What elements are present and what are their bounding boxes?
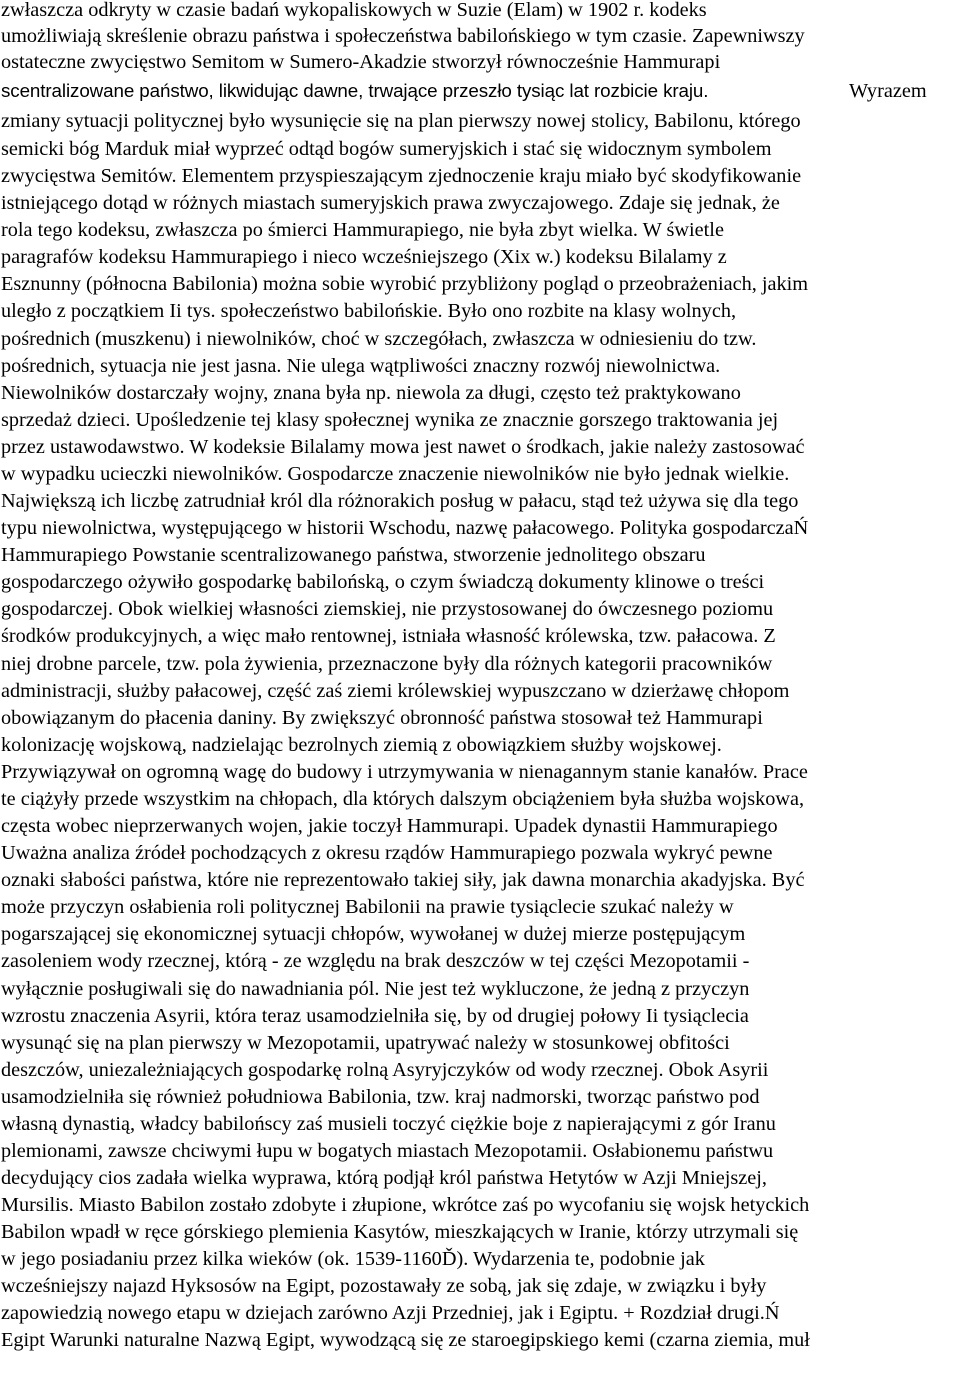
text-line-30: te ciążyły przede wszystkim na chłopach, dla których dalszym obciążeniem była służba wojskowa, [1,788,805,810]
text-line-9: rola tego kodeksu, zwłaszcza po śmierci Hammurapiego, nie była zbyt wielka. W świetle [1,219,724,241]
text-line-6: semicki bóg Marduk miał wyprzeć odtąd bogów sumeryjskich i stać się widocznym symbolem [1,138,772,160]
text-line-40: deszczów, uniezależniających gospodarkę rolną Asyryjczyków od wody rzecznej. Obok Asyrii [1,1059,769,1081]
text-line-43: plemionami, zawsze chciwymi łupu w bogatych miastach Mezopotamii. Osłabionemu państwu [1,1140,774,1162]
text-line-15: Niewolników dostarczały wojny, znana była np. niewola za długi, często też praktykowano [1,382,741,404]
text-line-48: wcześniejszy najazd Hyksosów na Egipt, pozostawały ze sobą, jak się zdaje, w związku i były [1,1275,767,1297]
text-line-2: umożliwiają skreślenie obrazu państwa i społeczeństwa babilońskiego w tym czasie. Zapewniwszy [1,25,805,47]
text-line-23: gospodarczej. Obok wielkiej własności ziemskiej, nie przystosowanej do ówczesnego poziomu [1,598,774,620]
text-line-4: scentralizowane państwo, likwidując dawne, trwające przeszło tysiąc lat rozbicie kraju. [1,80,709,101]
text-line-10: paragrafów kodeksu Hammurapiego i nieco wcześniejszego (Xix w.) kodeksu Bilalamy z [1,246,727,268]
text-line-19: Największą ich liczbę zatrudniał król dla różnorakich posług w pałacu, stąd też używa się dla tego [1,490,799,512]
text-line-44: decydujący cios zadała wielka wyprawa, którą podjął król państwa Hetytów w Azji Mniejszej, [1,1167,767,1189]
text-line-36: zasoleniem wody rzecznej, którą - ze względu na brak deszczów w tej części Mezopotamii - [1,950,750,972]
text-line-20: typu niewolnictwa, występującego w historii Wschodu, nazwę pałacowego. Polityka gospodarczaŃ [1,517,809,539]
text-line-1: zwłaszcza odkryty w czasie badań wykopaliskowych w Suzie (Elam) w 1902 r. kodeks [1,0,707,21]
text-line-5: zmiany sytuacji politycznej było wysunięcie się na plan pierwszy nowej stolicy, Babilonu, którego [1,110,801,132]
text-line-42: własną dynastią, władcy babilońscy zaś musieli toczyć ciężkie boje z napierającymi z gór Iranu [1,1113,776,1135]
text-line-21: Hammurapiego Powstanie scentralizowanego państwa, stworzenie jednolitego obszaru [1,544,706,566]
text-line-38: wzrostu znaczenia Asyrii, która teraz usamodzielniła się, by od drugiej połowy Ii tysiąclecia [1,1005,749,1027]
text-line-7: zwycięstwa Semitów. Elementem przyspieszającym zjednoczenie kraju miało być skodyfikowanie [1,165,802,187]
text-line-41: usamodzielniła się również południowa Babilonia, tzw. kraj nadmorski, tworząc państwo pod [1,1086,760,1108]
text-line-14: pośrednich, sytuacja nie jest jasna. Nie ulega wątpliwości znaczny rozwój niewolnictwa. [1,355,721,377]
text-line-26: administracji, służby pałacowej, część zaś ziemi królewskiej wypuszczano w dzierżawę chłopom [1,680,790,702]
text-line-39: wysunąć się na plan pierwszy w Mezopotamii, upatrywać należy w stosunkowej obfitości [1,1032,730,1054]
text-line-50: Egipt Warunki naturalne Nazwą Egipt, wywodzącą się ze staroegipskiego kemi (czarna ziemia, muł [1,1329,810,1351]
text-line-32: Uważna analiza źródeł pochodzących z okresu rządów Hammurapiego pozwala wykryć pewne [1,842,773,864]
text-line-47: w jego posiadaniu przez kilka wieków (ok. 1539-1160Ď). Wydarzenia te, podobnie jak [1,1248,705,1270]
text-line-29: Przywiązywał on ogromną wagę do budowy i utrzymywania w nienagannym stanie kanałów. Prace [1,761,808,783]
text-line-27: obowiązanym do płacenia daniny. By zwiększyć obronność państwa stosował też Hammurapi [1,707,763,729]
text-line-17: przez ustawodawstwo. W kodeksie Bilalamy mowa jest nawet o środkach, jakie należy zastosować [1,436,805,458]
text-line-49: zapowiedzią nowego etapu w dziejach zarówno Azji Przedniej, jak i Egiptu. + Rozdział drugi.Ń [1,1302,780,1324]
text-line-34: może przyczyn osłabienia roli politycznej Babilonii na prawie tysiąclecie szukać należy w [1,896,734,918]
text-line-33: oznaki słabości państwa, które nie reprezentowało takiej siły, jak dawna monarchia akadyjska. Być [1,869,805,891]
text-line-12: uległo z początkiem Ii tys. społeczeństwo babilońskie. Było ono rozbite na klasy wolnych, [1,300,737,322]
text-line-4-end: Wyrazem [849,80,927,102]
text-line-8: istniejącego dotąd w różnych miastach sumeryjskich prawa zwyczajowego. Zdaje się jednak, że [1,192,780,214]
text-line-35: pogarszającej się ekonomicznej sytuacji chłopów, wywołanej w dużej mierze postępującym [1,923,746,945]
text-line-11: Esznunny (północna Babilonia) można sobie wyrobić przybliżony pogląd o przeobrażeniach, jakim [1,273,809,295]
text-line-28: kolonizację wojskową, nadzielając bezrolnych ziemią z obowiązkiem służby wojskowej. [1,734,722,756]
text-line-18: w wypadku ucieczki niewolników. Gospodarcze znaczenie niewolników nie było jednak wielkie. [1,463,790,485]
text-line-25: niej drobne parcele, tzw. pola żywienia, przeznaczone były dla różnych kategorii pracowników [1,653,773,675]
text-line-45: Mursilis. Miasto Babilon zostało zdobyte i złupione, wkrótce zaś po wycofaniu się wojsk hetyckich [1,1194,810,1216]
text-line-37: wyłącznie posługiwali się do nawadniania pól. Nie jest też wykluczone, że jedną z przyczyn [1,978,750,1000]
text-line-22: gospodarczego ożywiło gospodarkę babilońską, o czym świadczą dokumenty klinowe o treści [1,571,765,593]
text-line-31: częsta wobec nieprzerwanych wojen, jakie toczył Hammurapi. Upadek dynastii Hammurapiego [1,815,778,837]
text-line-16: sprzedaż dzieci. Upośledzenie tej klasy społecznej wynika ze znacznie gorszego traktowania jej [1,409,779,431]
text-line-24: środków produkcyjnych, a więc mało rentownej, istniała własność królewska, tzw. pałacowa. Z [1,625,776,647]
text-line-3: ostateczne zwycięstwo Semitom w Sumero-Akadzie stworzył równocześnie Hammurapi [1,51,721,73]
text-line-46: Babilon wpadł w ręce górskiego plemienia Kasytów, mieszkających w Iranie, którzy utrzymali się [1,1221,799,1243]
text-line-13: pośrednich (muszkenu) i niewolników, choć w szczegółach, zwłaszcza w odniesieniu do tzw. [1,328,757,350]
